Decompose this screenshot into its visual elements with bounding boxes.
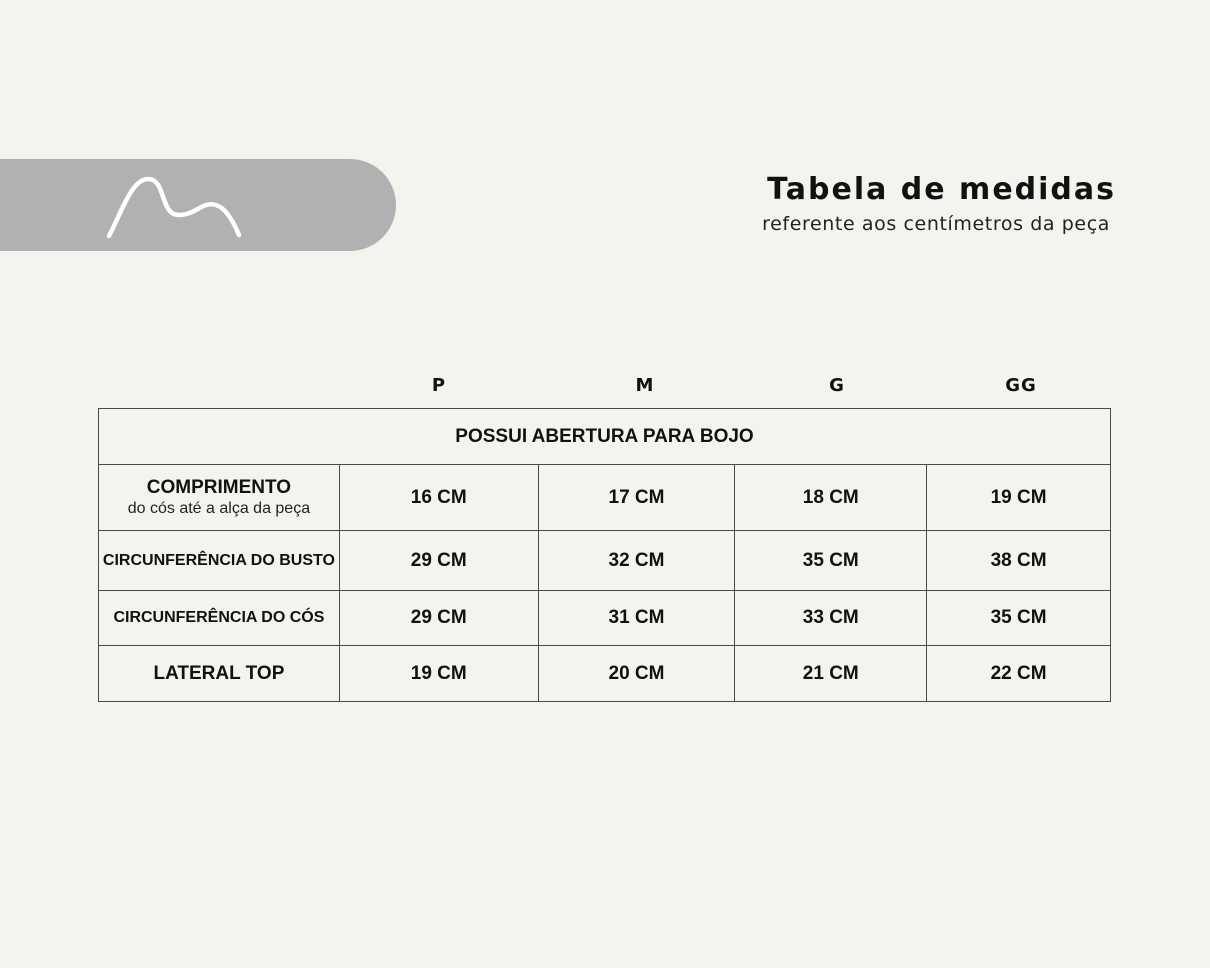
row-label-main: LATERAL TOP <box>153 662 285 684</box>
table-row <box>99 531 1111 591</box>
size-table <box>98 408 1111 702</box>
table-cell: 22 CM <box>927 646 1111 702</box>
table-cell: 29 CM <box>339 531 538 591</box>
table-cell: 32 CM <box>538 531 735 591</box>
table-cell: 21 CM <box>735 646 927 702</box>
table-cell: 35 CM <box>927 591 1111 646</box>
row-label <box>99 646 340 702</box>
page-subtitle: referente aos centímetros da peça <box>762 213 1110 235</box>
table-cell: 18 CM <box>735 465 927 531</box>
table-cell: 19 CM <box>927 465 1111 531</box>
table-banner-row <box>99 409 1111 465</box>
table-cell: 20 CM <box>538 646 735 702</box>
row-label-main: CIRCUNFERÊNCIA DO CÓS <box>113 609 325 626</box>
row-label <box>99 591 340 646</box>
row-label-sub: do cós até a alça da peça <box>127 500 311 517</box>
table-row <box>99 465 1111 531</box>
row-label <box>99 465 340 531</box>
size-header-row <box>0 373 1210 399</box>
table-cell: 17 CM <box>538 465 735 531</box>
table-cell: 33 CM <box>735 591 927 646</box>
table-banner: POSSUI ABERTURA PARA BOJO <box>99 409 1111 465</box>
logo-banner <box>0 159 396 251</box>
row-label-main: CIRCUNFERÊNCIA DO BUSTO <box>102 551 335 569</box>
table-cell: 31 CM <box>538 591 735 646</box>
table-cell: 19 CM <box>339 646 538 702</box>
table-cell: 38 CM <box>927 531 1111 591</box>
size-label-gg: GG <box>1005 375 1037 396</box>
table-cell: 29 CM <box>339 591 538 646</box>
size-label-p: P <box>431 375 447 396</box>
table-row <box>99 646 1111 702</box>
page-title: Tabela de medidas <box>767 172 1116 207</box>
table-cell: 16 CM <box>339 465 538 531</box>
size-label-m: M <box>635 375 655 396</box>
title-block <box>762 170 1116 236</box>
row-label <box>99 531 340 591</box>
signature-wave-icon <box>104 173 244 243</box>
row-label-main: COMPRIMENTO <box>146 477 292 498</box>
size-label-g: G <box>829 375 845 396</box>
table-row <box>99 591 1111 646</box>
table-cell: 35 CM <box>735 531 927 591</box>
